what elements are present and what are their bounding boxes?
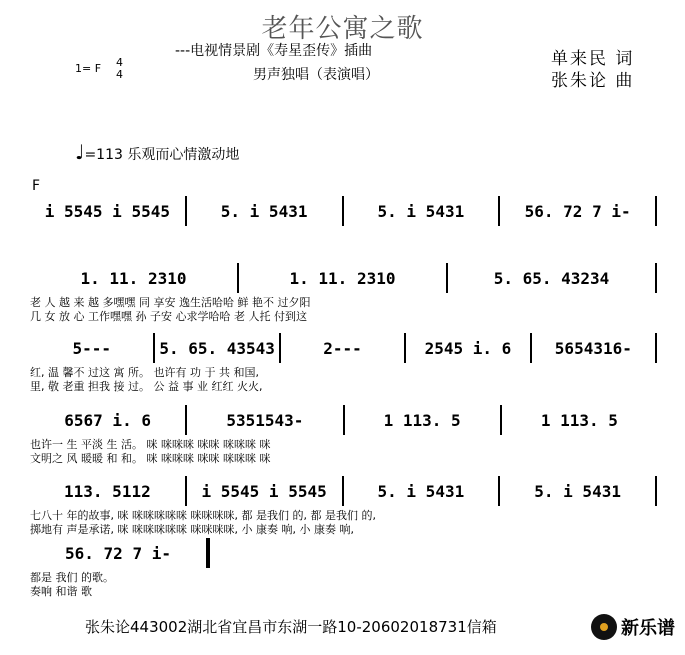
lyric-line: 七八十 年的故事, 咪 咪咪咪咪咪 咪咪咪咪, 都 是我们 的, 都 是我们 的, [30, 509, 376, 522]
performance-style: 男声独唱（表演唱） [253, 67, 379, 83]
lyric-line: 奏响 和谐 歌 [30, 585, 92, 598]
lyric-line: 几 女 放 心 工作嘿嘿 孙 子安 心求学哈哈 老 人托 付到这 [30, 310, 307, 323]
key-signature: 1= F [75, 62, 102, 75]
barline [655, 476, 657, 506]
lyricist-credit: 单来民 词 [551, 49, 635, 69]
measure: 5. i 5431 [377, 481, 465, 501]
measure-row [30, 263, 657, 293]
staff-row-3 [30, 333, 657, 393]
staff-row-6 [30, 538, 210, 598]
chord-symbol: F [32, 178, 41, 194]
record-disc-icon [591, 614, 617, 640]
lyric-line: 红, 温 馨不 过这 寓 所。 也许有 功 于 共 和国, [30, 366, 259, 379]
measure: 5. 65. 43234 [493, 268, 610, 288]
measure: 5. i 5431 [220, 201, 308, 221]
composer-credit: 张朱论 曲 [551, 71, 635, 91]
measure: 2545 i. 6 [424, 338, 512, 358]
measure: 5351543- [226, 410, 304, 430]
measure: 5. i 5431 [534, 481, 621, 501]
site-logo-text: 新乐谱 [621, 618, 675, 639]
staff-row-5 [30, 476, 657, 536]
measure: 56. 72 7 i- [524, 201, 631, 221]
measure: 56. 72 7 i- [65, 543, 171, 563]
lyric-line: 文明之 风 暖暖 和 和。 咪 咪咪咪 咪咪 咪咪咪 咪 [30, 452, 271, 465]
time-signature-bottom: 4 [116, 68, 123, 81]
barline [655, 263, 657, 293]
time-signature-top: 4 [116, 56, 123, 69]
staff-row-2 [30, 263, 657, 323]
barline [655, 196, 657, 226]
footer-address: 张朱论443002湖北省宜昌市东湖一路10-20602018731信箱 [85, 618, 497, 636]
measure: 6567 i. 6 [64, 410, 151, 430]
measure: 1. 11. 2310 [80, 268, 187, 288]
measure: 2--- [323, 338, 362, 358]
song-subtitle: ---电视情景剧《寿星歪传》插曲 [175, 43, 373, 59]
lyric-line: 里, 敬 老重 担我 接 过。 公 益 事 业 红红 火火, [30, 380, 263, 393]
measure-row [30, 196, 657, 226]
tempo-text: =113 乐观而心情激动地 [84, 147, 240, 163]
barline [655, 333, 657, 363]
site-logo[interactable] [591, 614, 675, 640]
measure: 5. 65. 43543 [159, 338, 275, 358]
measure-row [30, 476, 657, 506]
quarter-note-icon: ♩ [75, 140, 85, 164]
staff-row-1 [30, 196, 657, 228]
measure: 1 113. 5 [540, 410, 618, 430]
measure: 1 113. 5 [383, 410, 461, 430]
measure: i 5545 i 5545 [44, 201, 170, 221]
measure-row [30, 538, 210, 568]
measure: 5. i 5431 [377, 201, 465, 221]
measure-row [30, 405, 657, 435]
lyric-line: 老 人 越 来 越 多嘿嘿 同 享安 逸生活哈哈 鲜 艳不 过夕阳 [30, 296, 311, 309]
lyric-line: 也许一 生 平淡 生 活。 咪 咪咪咪 咪咪 咪咪咪 咪 [30, 438, 271, 451]
measure: 113. 5112 [64, 481, 151, 501]
staff-row-4 [30, 405, 657, 465]
song-title: 老年公寓之歌 [261, 14, 424, 44]
final-barline [206, 538, 210, 568]
measure-row [30, 333, 657, 363]
lyric-line: 都是 我们 的歌。 [30, 571, 114, 584]
measure: 5654316- [554, 338, 632, 358]
measure: 5--- [72, 338, 111, 358]
measure: 1. 11. 2310 [289, 268, 396, 288]
lyric-line: 掷地有 声是承诺, 咪 咪咪咪咪咪 咪咪咪咪, 小 康奏 响, 小 康奏 响, [30, 523, 354, 536]
tempo-mark [75, 140, 239, 164]
measure: i 5545 i 5545 [201, 481, 327, 501]
